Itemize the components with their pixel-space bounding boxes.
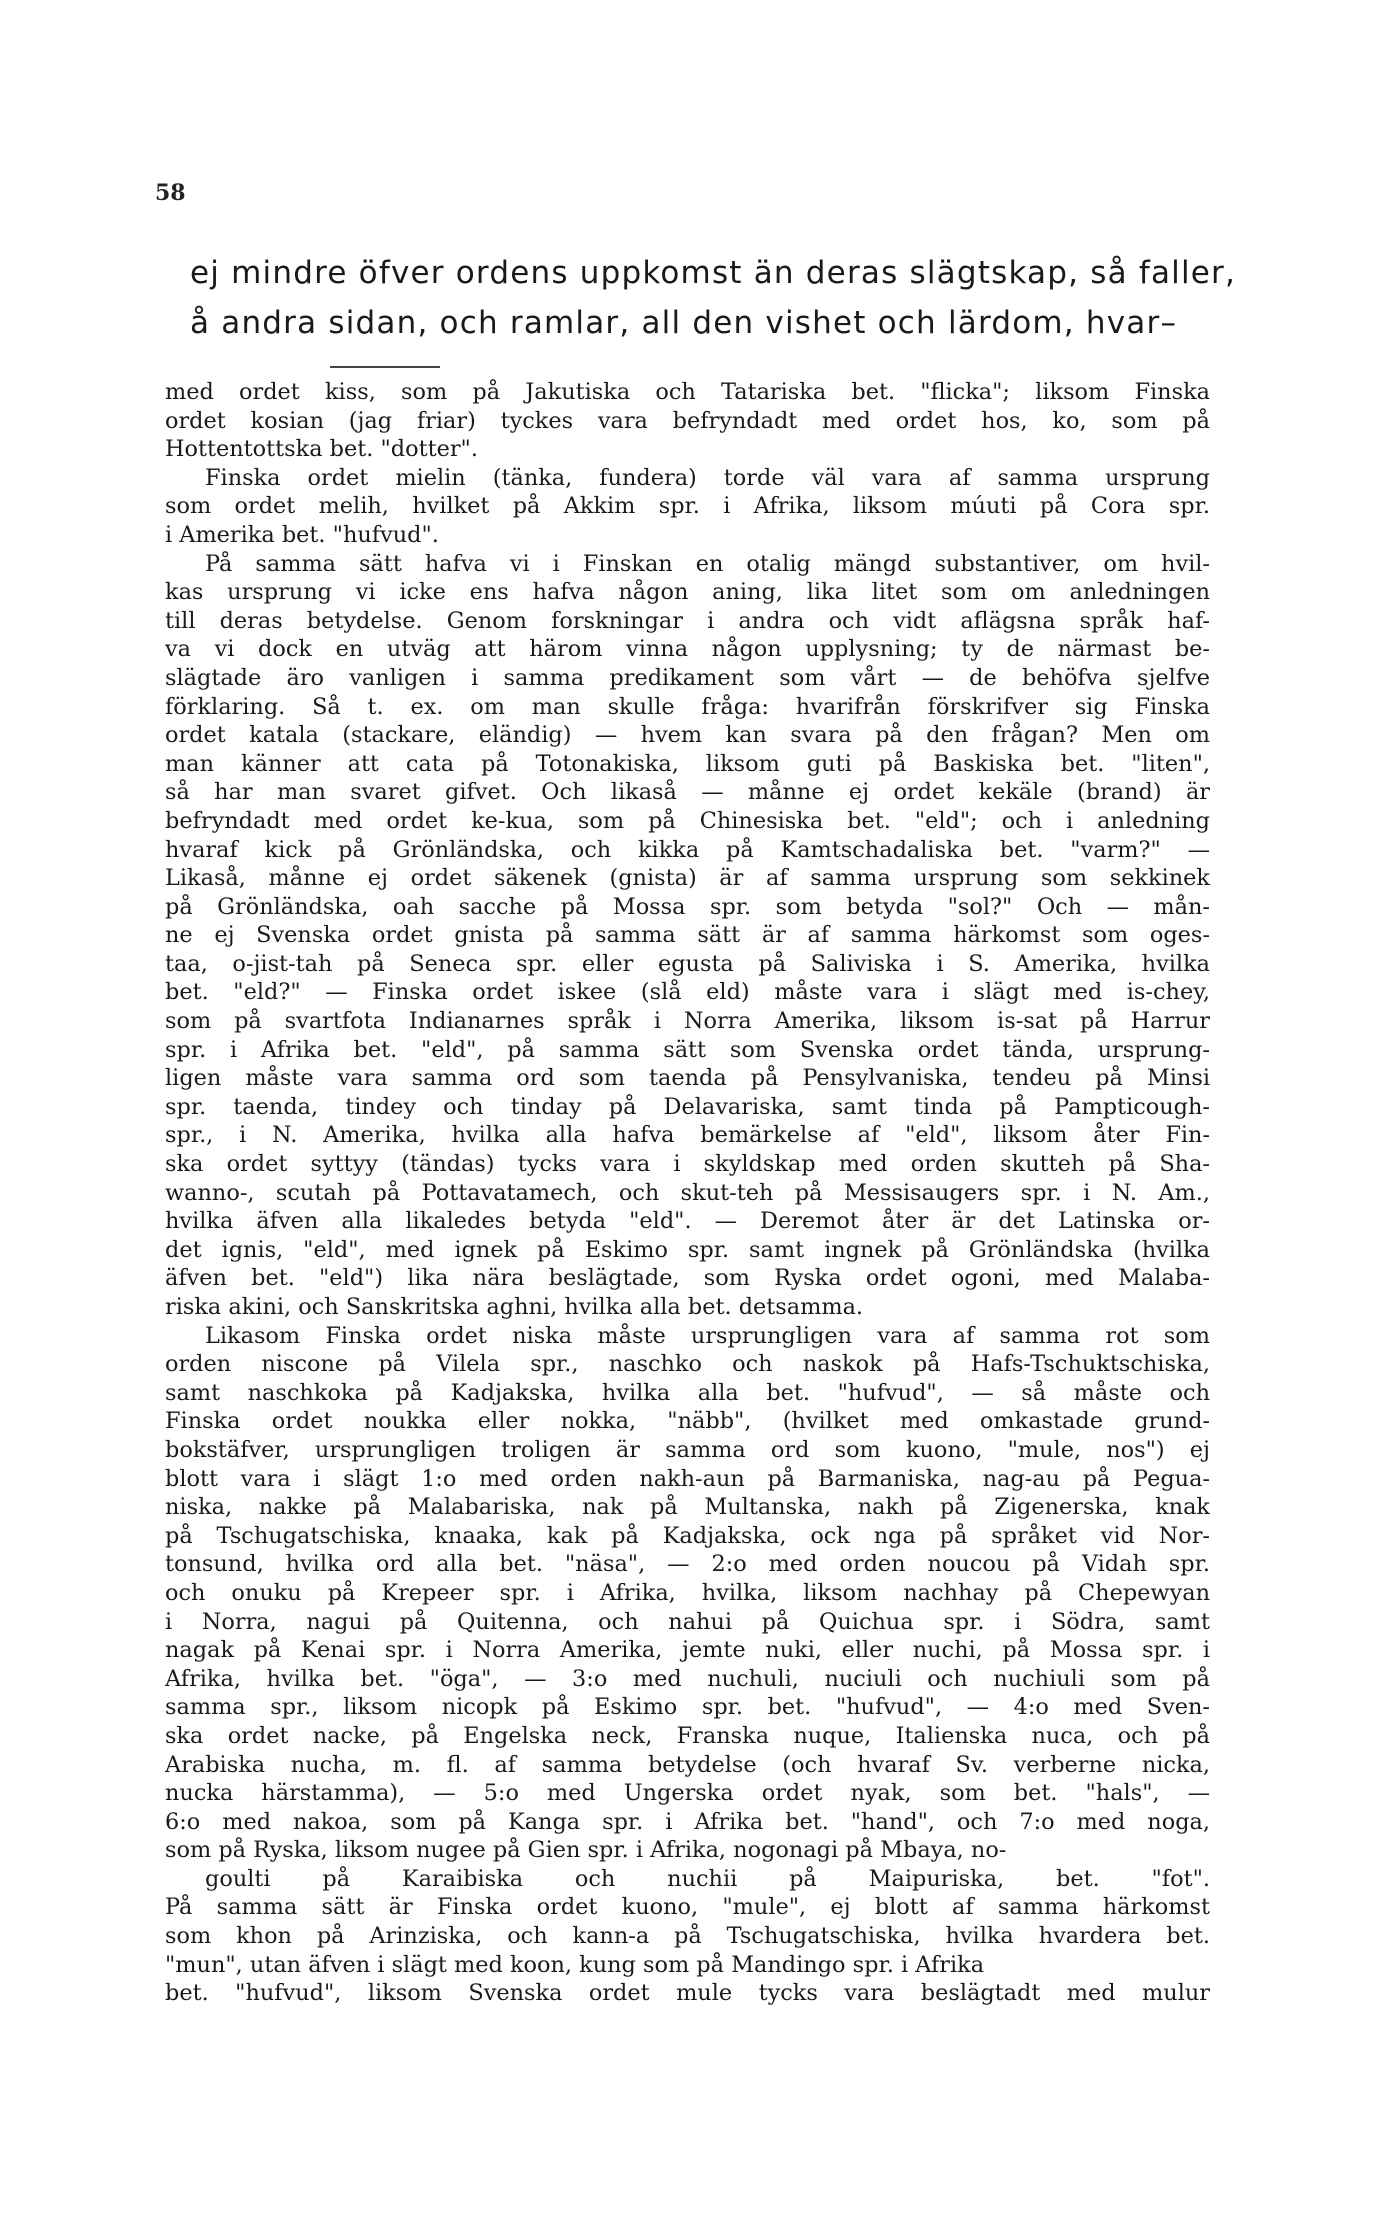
top-paragraph [190,248,1237,348]
text-line: ordet kosian (jag friar) tyckes vara befryndadt med ordet hos, ko, som på [165,407,1210,434]
text-line: man känner att cata på Totonakiska, liksom guti på Baskiska bet. "liten", [165,750,1210,777]
text-line: blott vara i slägt 1:o med orden nakh-aun på Barmaniska, nag-au på Pegua- [165,1465,1210,1492]
text-line: Hottentottska bet. "dotter". [165,436,478,463]
text-line: som på svartfota Indianarnes språk i Norra Amerika, liksom is-sat på Harrur [165,1008,1210,1035]
text-line: på Tschugatschiska, knaaka, kak på Kadjakska, ock nga på språket vid Nor- [165,1522,1210,1549]
text-line: Finska ordet mielin (tänka, fundera) torde väl vara af samma ursprung [205,464,1210,491]
text-line: spr. i Afrika bet. "eld", på samma sätt som Svenska ordet tända, ursprung- [165,1036,1210,1063]
text-line: Afrika, hvilka bet. "öga", — 3:o med nuchuli, nuciuli och nuchiuli som på [165,1665,1210,1692]
text-line: 6:o med nakoa, som på Kanga spr. i Afrika bet. "hand", och 7:o med noga, [165,1808,1210,1835]
text-line: goulti på Karaibiska och nuchii på Maipuriska, bet. "fot". [205,1865,1210,1892]
text-line: som khon på Arinziska, och kann-a på Tschugatschiska, hvilka hvardera bet. [165,1923,1210,1950]
text-line: hvilka äfven alla likaledes betyda "eld". — Deremot åter är det Latinska or- [165,1208,1210,1235]
text-line: å andra sidan, och ramlar, all den vishet och lärdom, hvar– [190,305,1178,341]
text-line: med ordet kiss, som på Jakutiska och Tatariska bet. "flicka"; liksom Finska [165,379,1210,405]
text-line: det ignis, "eld", med ignek på Eskimo spr. samt ingnek på Grönländska (hvilka [165,1236,1210,1263]
text-line: På samma sätt hafva vi i Finskan en otalig mängd substantiver, om hvil- [205,550,1210,577]
text-line: ska ordet nacke, på Engelska neck, Franska nuque, Italienska nuca, och på [165,1722,1210,1749]
text-line: bokstäfver, ursprungligen troligen är samma ord som kuono, "mule, nos") ej [165,1436,1210,1463]
body-text [165,378,1210,2008]
text-line: ska ordet syttyy (tändas) tycks vara i skyldskap med orden skutteh på Sha- [165,1151,1210,1178]
text-line: tonsund, hvilka ord alla bet. "näsa", — 2:o med orden noucou på Vidah spr. [165,1551,1210,1578]
text-line: spr. taenda, tindey och tinday på Delavariska, samt tinda på Pampticough- [165,1093,1210,1120]
text-line: Finska ordet noukka eller nokka, "näbb", (hvilket med omkastade grund- [165,1408,1210,1435]
separator-rule [330,366,440,368]
text-line: bet. "eld?" — Finska ordet iskee (slå eld) måste vara i slägt med is-chey, [165,979,1210,1006]
text-line: På samma sätt är Finska ordet kuono, "mule", ej blott af samma härkomst [165,1894,1210,1921]
text-line: befryndadt med ordet ke-kua, som på Chinesiska bet. "eld"; och i anledning [165,807,1210,834]
text-line: niska, nakke på Malabariska, nak på Multanska, nakh på Zigenerska, knak [165,1494,1210,1521]
text-line: spr., i N. Amerika, hvilka alla hafva bemärkelse af "eld", liksom åter Fin- [165,1122,1210,1149]
text-line: som ordet melih, hvilket på Akkim spr. i Afrika, liksom múuti på Cora spr. [165,493,1210,520]
text-line: wanno-, scutah på Pottavatamech, och skut-teh på Messisaugers spr. i N. Am., [165,1179,1210,1206]
text-line: hvaraf kick på Grönländska, och kikka på Kamtschadaliska bet. "varm?" — [165,836,1210,863]
text-line: ligen måste vara samma ord som taenda på Pensylvaniska, tendeu på Minsi [165,1065,1210,1092]
text-line: på Grönländska, oah sacche på Mossa spr. som betyda "sol?" Och — mån- [165,893,1210,920]
text-line: riska akini, och Sanskritska aghni, hvilka alla bet. detsamma. [165,1294,864,1320]
text-line: nucka härstamma), — 5:o med Ungerska ordet nyak, som bet. "hals", — [165,1780,1210,1807]
text-line: Likasom Finska ordet niska måste ursprungligen vara af samma rot som [205,1322,1210,1349]
text-line: och onuku på Krepeer spr. i Afrika, hvilka, liksom nachhay på Chepewyan [165,1579,1210,1606]
text-line: kas ursprung vi icke ens hafva någon aning, lika litet som om anledningen [165,579,1210,606]
text-line: ordet katala (stackare, eländig) — hvem kan svara på den frågan? Men om [165,722,1210,749]
text-line: va vi dock en utväg att härom vinna någon upplysning; ty de närmast be- [165,636,1210,663]
text-line: orden niscone på Vilela spr., naschko och naskok på Hafs-Tschuktschiska, [165,1351,1210,1378]
text-line: i Amerika bet. "hufvud". [165,521,439,548]
text-line: samt naschkoka på Kadjakska, hvilka alla bet. "hufvud", — så måste och [165,1379,1210,1406]
text-line: slägtade äro vanligen i samma predikament som vårt — de behöfva sjelfve [165,664,1210,691]
text-line: i Norra, nagui på Quitenna, och nahui på Quichua spr. i Södra, samt [165,1608,1210,1635]
text-line: till deras betydelse. Genom forskningar i andra och vidt aflägsna språk haf- [165,607,1210,634]
text-line: ne ej Svenska ordet gnista på samma sätt är af samma härkomst som oges- [165,922,1210,949]
text-line: förklaring. Så t. ex. om man skulle fråga: hvarifrån förskrifver sig Finska [165,693,1210,720]
text-line: taa, o-jist-tah på Seneca spr. eller egusta på Saliviska i S. Amerika, hvilka [165,950,1210,977]
text-line: bet. "hufvud", liksom Svenska ordet mule tycks vara beslägtadt med mulur [165,1980,1210,2007]
text-line: nagak på Kenai spr. i Norra Amerika, jemte nuki, eller nuchi, på Mossa spr. i [165,1637,1210,1664]
text-line: som på Ryska, liksom nugee på Gien spr. i Afrika, nogonagi på Mbaya, no- [165,1837,1007,1864]
text-line: så har man svaret gifvet. Och likaså — månne ej ordet kekäle (brand) är [165,779,1210,806]
text-line: ej mindre öfver ordens uppkomst än deras slägtskap, så faller, [190,255,1237,291]
text-line: äfven bet. "eld") lika nära beslägtade, som Ryska ordet ogoni, med Malaba- [165,1265,1210,1292]
text-line: samma spr., liksom nicopk på Eskimo spr. bet. "hufvud", — 4:o med Sven- [165,1694,1210,1721]
page-number: 58 [155,180,186,206]
text-line: Arabiska nucha, m. fl. af samma betydelse (och hvaraf Sv. verberne nicka, [165,1751,1210,1778]
text-line: Likaså, månne ej ordet säkenek (gnista) är af samma ursprung som sekkinek [165,865,1210,892]
text-line: "mun", utan äfven i slägt med koon, kung som på Mandingo spr. i Afrika [165,1951,985,1978]
